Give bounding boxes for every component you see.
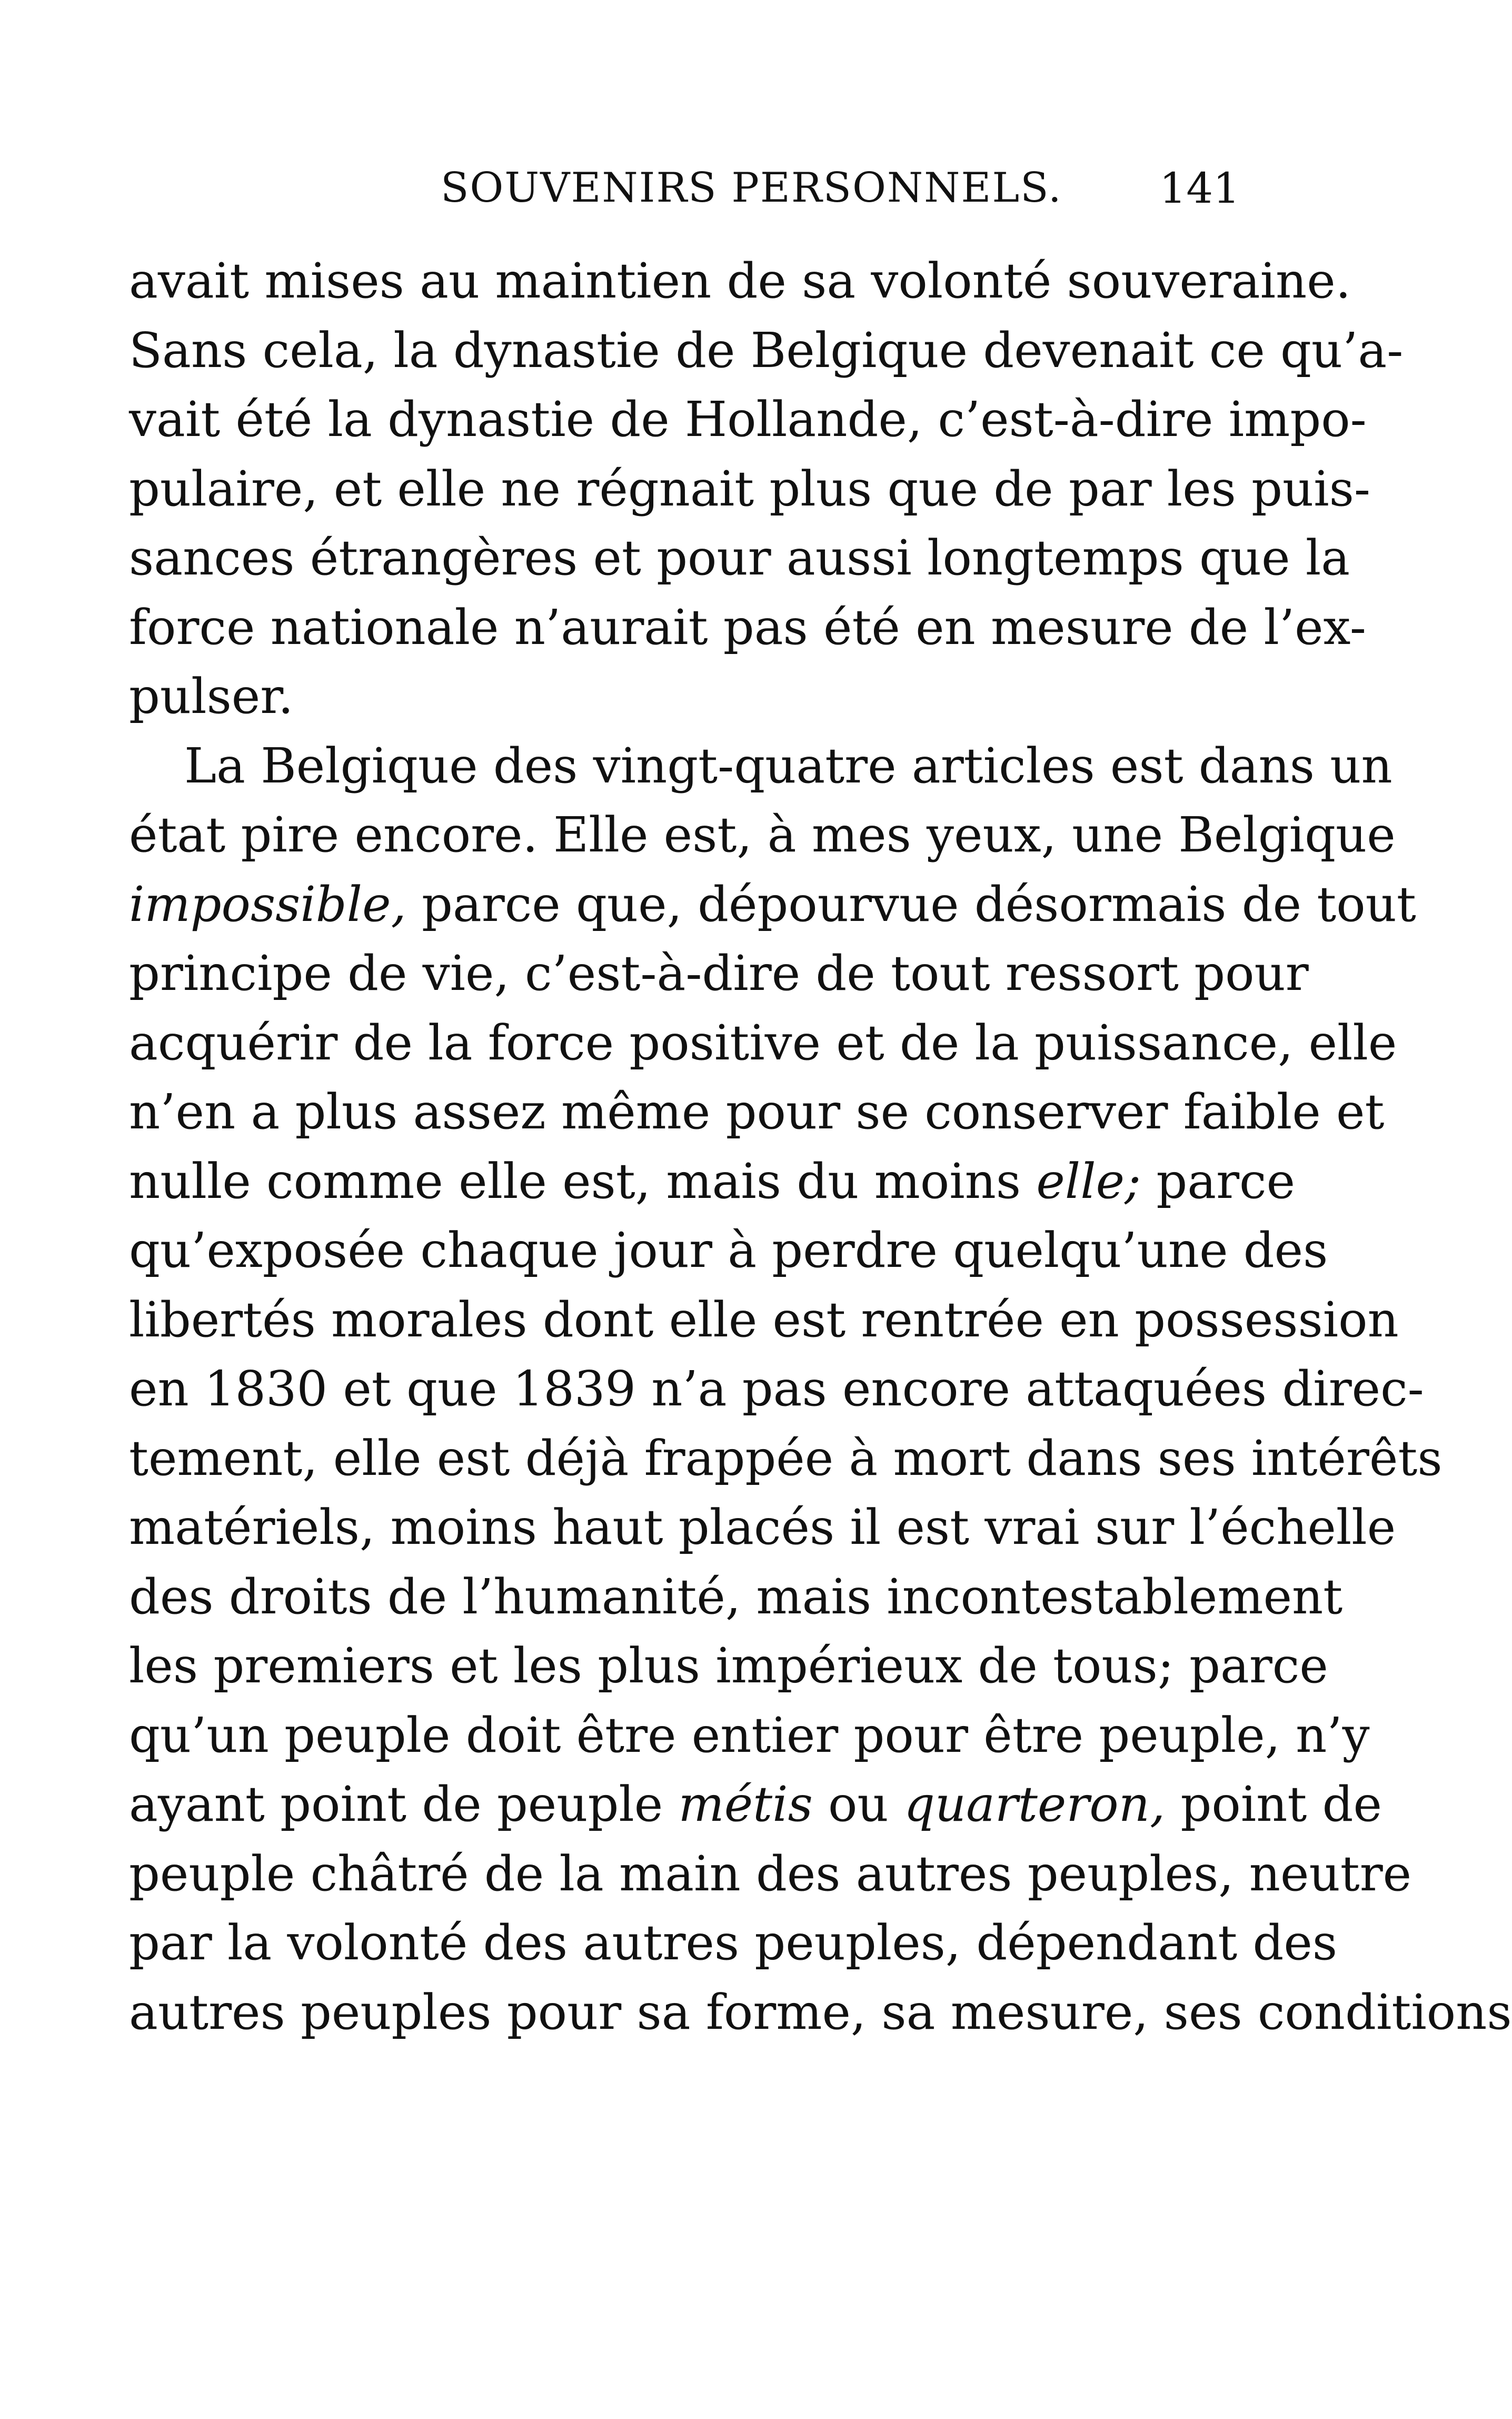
text-line: libertés morales dont elle est rentrée en possession xyxy=(129,1291,1399,1348)
italic-word: métis xyxy=(678,1776,813,1832)
text-line: principe de vie, c’est-à-dire de tout ressort pour xyxy=(129,945,1309,1002)
text-line: qu’un peuple doit être entier pour être peuple, n’y xyxy=(129,1707,1370,1763)
text-line: peuple châtré de la main des autres peuples, neutre xyxy=(129,1845,1412,1902)
text-line: n’en a plus assez même pour se conserver faible et xyxy=(129,1084,1385,1140)
body-text xyxy=(129,246,1512,2047)
italic-word: quarteron, xyxy=(903,1776,1166,1832)
text-line: par la volonté des autres peuples, dépendant des xyxy=(129,1915,1338,1971)
italic-word: elle; xyxy=(1036,1153,1141,1210)
text-line: état pire encore. Elle est, à mes yeux, une Belgique xyxy=(129,807,1396,863)
text-line: nulle comme elle est, mais du moins elle; parce xyxy=(129,1153,1296,1210)
text-line: ayant point de peuple métis ou quarteron, point de xyxy=(129,1776,1382,1832)
text-line: Sans cela, la dynastie de Belgique devenait ce qu’a- xyxy=(129,322,1404,379)
running-head xyxy=(129,164,1240,225)
text-line: pulser. xyxy=(129,668,294,725)
running-title: SOUVENIRS PERSONNELS. xyxy=(441,164,1062,212)
text-line: des droits de l’humanité, mais incontestablement xyxy=(129,1568,1343,1625)
text-line: matériels, moins haut placés il est vrai sur l’échelle xyxy=(129,1499,1396,1555)
text-line: impossible, parce que, dépourvue désormais de tout xyxy=(129,876,1416,933)
text-line: tement, elle est déjà frappée à mort dans ses intérêts xyxy=(129,1430,1443,1486)
text-line: force nationale n’aurait pas été en mesure de l’ex- xyxy=(129,599,1366,656)
text-line: pulaire, et elle ne régnait plus que de par les puis- xyxy=(129,460,1370,517)
italic-word: impossible, xyxy=(129,876,406,933)
text-line: vait été la dynastie de Hollande, c’est-à-dire impo- xyxy=(129,391,1367,448)
text-line: La Belgique des vingt-quatre articles est dans un xyxy=(184,737,1392,794)
text-line: qu’exposée chaque jour à perdre quelqu’une des xyxy=(129,1222,1328,1278)
text-line: autres peuples pour sa forme, sa mesure, ses conditions xyxy=(129,1984,1512,2040)
page-number: 141 xyxy=(1159,164,1240,213)
text-line: acquérir de la force positive et de la puissance, elle xyxy=(129,1014,1397,1071)
text-line: en 1830 et que 1839 n’a pas encore attaquées direc- xyxy=(129,1361,1424,1417)
text-line: les premiers et les plus impérieux de tous; parce xyxy=(129,1638,1328,1694)
text-line: avait mises au maintien de sa volonté souveraine. xyxy=(129,253,1351,309)
text-line: sances étrangères et pour aussi longtemps que la xyxy=(129,530,1350,586)
